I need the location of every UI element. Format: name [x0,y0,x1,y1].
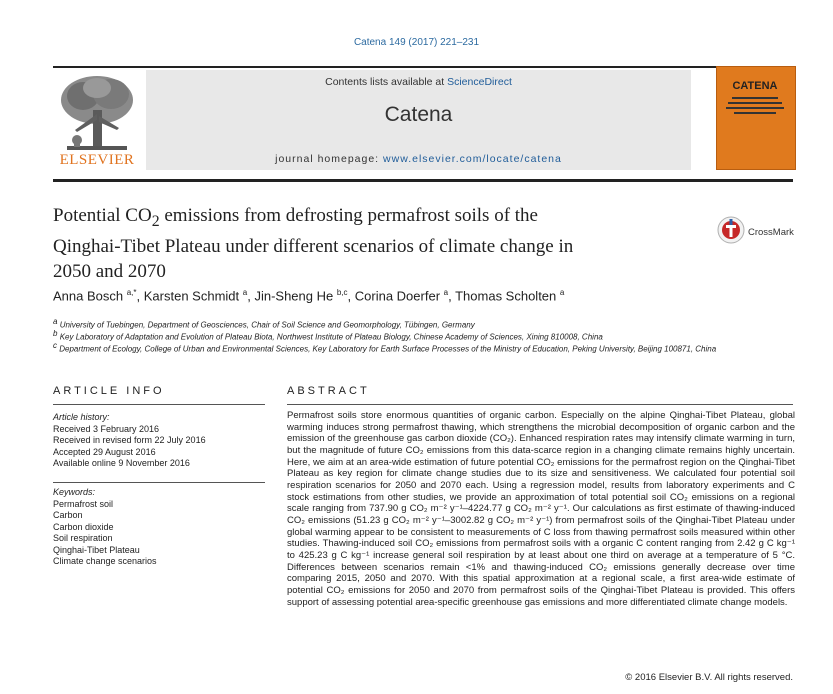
affiliation-text: University of Tuebingen, Department of Geosciences, Chair of Soil Science and Geomorphology, Tübingen, Germany [59,320,475,330]
history-item: Received in revised form 22 July 2016 [53,435,206,446]
article-title [53,203,693,284]
homepage-prefix: journal homepage: [275,153,384,165]
author-name[interactable]: Corina Doerfer [354,288,441,304]
cover-subtitle-lines [722,95,788,117]
keyword-item: Carbon [53,510,83,521]
contents-line [146,76,691,88]
elsevier-wordmark: ELSEVIER [59,152,135,168]
author-name[interactable]: Jin-Sheng He [254,288,334,304]
affiliation-mark: b [53,329,58,338]
history-item: Received 3 February 2016 [53,424,160,434]
history-item: Accepted 29 August 2016 [53,446,156,457]
header-top-rule [53,66,793,68]
abstract-heading: ABSTRACT [287,385,370,397]
journal-reference-link[interactable]: Catena 149 (2017) 221–231 [353,37,480,48]
keyword-item: Carbon dioxide [53,521,114,532]
keyword-item: Permafrost soil [53,499,114,509]
affiliation-text: Key Laboratory of Adaptation and Evolution of Plateau Biota, Northwest Institute of Plateau Biology, Chinese Academy of Sciences, Xining 810008, China [59,332,603,342]
journal-name: Catena [384,103,453,126]
header-bottom-rule [53,179,793,182]
affiliation-mark: c [53,341,57,350]
affiliation-a [53,317,475,330]
author-affiliation-mark: a [559,288,565,297]
keywords-label: Keywords: [53,487,96,497]
history-divider [53,482,265,483]
affiliation-c [53,341,716,354]
author-name[interactable]: Thomas Scholten [455,288,557,304]
affiliation-b [53,329,603,342]
copyright-notice: © 2016 Elsevier B.V. All rights reserved. [625,672,793,683]
article-history-label: Article history: [53,412,110,422]
author-affiliation-mark: b,c [336,288,348,297]
article-info-heading: ARTICLE INFO [53,385,165,397]
keywords-list [53,499,157,567]
abstract-body: Permafrost soils store enormous quantities of organic carbon. Especially on the alpine Qinghai-Tibet Plateau, global warming induces strong permafrost thawing, which strengthens the microbial decomposition of organic carbon and the emission of the greenhouse gas carbon dioxide (CO₂). Enhanced respiration rates may intensify climate warming in turn, but the magnitude of future CO₂ emissions from this data-scarce region in a changing climate remains highly uncertain. Here, we aim at an area-wide estimation of future potential CO₂ emissions for the permafrost region on the Qinghai-Tibet Plateau as key region for climate change studies due to its size and sensitiveness. We calculated four potential soil respiration scenarios for 2050 and 2070 each. Using a regression model, results from laboratory experiments and C stock estimations from other studies, we provide an approximation of total potential soil CO₂ emissions on a regional scale ranging from 737.90 g CO₂ m⁻² y⁻¹–4224.77 g CO₂ m⁻² y⁻¹. Our calculations as first estimate of thawing-induced CO₂ emissions (51.23 g CO₂ m⁻² y⁻¹–3002.82 g CO₂ m⁻² y⁻¹) from permafrost soils of the Qinghai-Tibet Plateau under global warming appear to be consistent to measurements of C loss from thawing permafrost soils measured within other studies. Thawing-induced soil CO₂ emissions from permafrost soils with a organic C content ranging from 2.42 g C kg⁻¹ to 425.23 g C kg⁻¹ increase general soil respiration by at least about one third on average at a temperature of 5 °C. Differences between scenarios remain <1% and thawing-induced CO₂ emissions generally decrease over time comparing 2015, 2050 and 2070. With this spatial approximation at a regional scale, a first area-wide estimate of potential CO₂ emissions for 2050 and 2070 from permafrost soils of the Qinghai-Tibet Plateau is provided. This offers support of assessing potential area-specific greenhouse gas emissions and more differentiated climate change models. [287,410,795,608]
homepage-line [146,153,691,165]
author-affiliation-mark: a [443,288,449,297]
author-affiliation-mark: a [242,288,248,297]
title-line-1-start: Potential CO [53,205,152,226]
crossmark-label[interactable]: CrossMark [748,227,794,238]
title-subscript: 2 [151,212,160,230]
contents-prefix: Contents lists available at [325,76,448,88]
author-affiliation-mark: a,* [126,288,137,297]
title-line-3: 2050 and 2070 [53,260,166,282]
article-history-list [53,424,206,470]
author-name[interactable]: Karsten Schmidt [143,288,240,304]
abstract-rule [287,404,793,405]
affiliation-mark: a [53,317,58,326]
title-line-1-end: emissions from defrosting permafrost soils of the [159,205,538,226]
title-line-2: Qinghai-Tibet Plateau under different scenarios of climate change in [53,235,574,257]
affiliation-text: Department of Ecology, College of Urban and Environmental Sciences, Key Laboratory for Earth Surface Processes of the Ministry of Education, Peking University, Beijing 100871, China [59,344,717,354]
author-list: Anna Bosch $^{a,*}$, Karsten Schmidt $^a$, Jin-Sheng He $^{b,c}$, Corina Doerfer $^a$, Thomas Scholten $^a$ [53,288,565,304]
article-info-rule [53,404,265,405]
author-name[interactable]: Anna Bosch [53,288,124,304]
cover-title: CATENA [732,80,778,92]
history-item: Available online 9 November 2016 [53,458,190,469]
keyword-item: Climate change scenarios [53,556,157,567]
keyword-item: Qinghai-Tibet Plateau [53,544,140,555]
homepage-link[interactable]: www.elsevier.com/locate/catena [383,153,562,165]
title-line-1 [53,203,693,234]
keyword-item: Soil respiration [53,533,113,544]
sciencedirect-link[interactable]: ScienceDirect [447,76,512,88]
